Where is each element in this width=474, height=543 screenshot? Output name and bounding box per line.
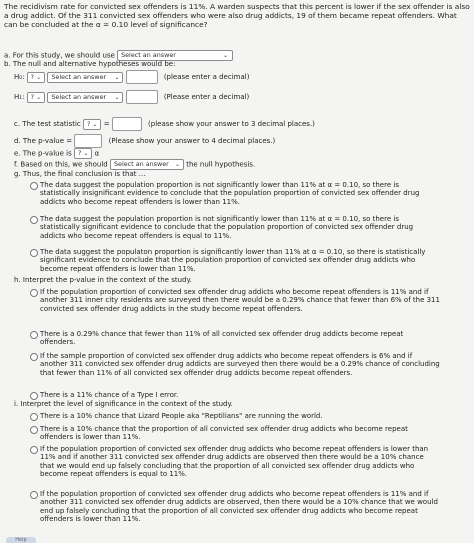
h1-row [14, 90, 249, 104]
pvalue-interpretation-option-2[interactable]: There is a 0.29% chance that fewer than 11% of all convicted sex offender drug addicts become repeat offenders. [40, 330, 440, 347]
chevron-down-icon: ⌄ [83, 150, 89, 157]
part-c-row [14, 117, 315, 131]
part-f-row [14, 159, 255, 170]
part-e-row [14, 148, 99, 159]
alpha-symbol: α [94, 149, 100, 158]
h0-label: H₀: [14, 73, 25, 81]
p-value-input[interactable] [74, 134, 102, 148]
chevron-down-icon: ⌄ [114, 93, 120, 101]
part-f-suffix: the null hypothesis. [186, 160, 256, 169]
chevron-down-icon: ⌄ [36, 93, 42, 101]
h0-row [14, 70, 249, 84]
h1-operator-select[interactable]: Select an answer ⌄ [47, 92, 123, 103]
part-d-row [14, 134, 275, 148]
chevron-down-icon: ⌄ [92, 120, 98, 128]
part-g-label: g. Thus, the final conclusion is that ... [14, 170, 146, 178]
radio-button[interactable] [30, 446, 38, 454]
problem-statement: The recidivism rate for convicted sex offenders is 11%. A warden suspects that this percent is lower if the sex offender is also a drug addict. Of the 311 convicted sex offenders who were also drug addicts, 19 of them became repeat offenders. What can be concluded at the α = 0.10 level of significance? [4, 2, 470, 29]
radio-button[interactable] [30, 392, 38, 400]
h1-label: H₁: [14, 93, 25, 101]
chevron-down-icon: ⌄ [223, 52, 229, 59]
h0-operator-select[interactable]: Select an answer ⌄ [47, 72, 123, 83]
significance-interpretation-option-1[interactable]: There is a 10% chance that Lizard People aka "Reptilians" are running the world. [40, 412, 440, 420]
p-value-compare-select[interactable]: ? ⌄ [74, 148, 92, 159]
radio-button[interactable] [30, 249, 38, 257]
pvalue-interpretation-option-3[interactable]: If the sample proportion of convicted sex offender drug addicts who become repeat offenders is 6% and if another 311 convicted sex offender drug addicts are surveyed then there would be a 0.29% chance of concluding that fewer than 11% of all convicted sex offender drug addicts become repeat offenders. [40, 352, 440, 377]
radio-button[interactable] [30, 491, 38, 499]
pvalue-interpretation-option-1[interactable]: If the population proportion of convicted sex offender drug addicts who become repeat offenders is 11% and if another 311 inner city residents are surveyed then there would be a 0.29% chance that fewer than 6% of the 311 convicted sex offender drug addicts in the study become repeat offenders. [40, 288, 440, 313]
chevron-down-icon: ⌄ [174, 161, 180, 168]
radio-button[interactable] [30, 353, 38, 361]
h0-hint: (please enter a decimal) [163, 73, 250, 81]
h1-value-input[interactable] [126, 90, 158, 104]
part-f-label: f. Based on this, we should [14, 160, 108, 169]
h0-value-input[interactable] [126, 70, 158, 84]
radio-button[interactable] [30, 289, 38, 297]
h0-parameter-select[interactable]: ? ⌄ [27, 72, 45, 83]
conclusion-option-2[interactable]: The data suggest the population proportion is not significantly lower than 11% at α = 0.10, so there is statistically significant evidence to conclude that the population proportion of convicted sex offender drug addicts who become repeat offenders is equal to 11%. [40, 215, 440, 240]
part-e-label: e. The p-value is [14, 149, 72, 158]
test-statistic-select[interactable]: ? ⌄ [83, 119, 101, 130]
chevron-down-icon: ⌄ [114, 73, 120, 81]
part-b-label: b. The null and alternative hypotheses would be: [4, 60, 176, 68]
part-i-label: i. Interpret the level of significance in the context of the study. [14, 400, 233, 408]
equals-sign: = [103, 120, 110, 128]
part-c-hint: (please show your answer to 3 decimal places.) [148, 120, 315, 128]
pvalue-interpretation-option-4[interactable]: There is a 11% chance of a Type I error. [40, 391, 440, 399]
part-c-label: c. The test statistic [14, 120, 81, 128]
decision-select[interactable]: Select an answer ⌄ [110, 159, 184, 170]
conclusion-option-3[interactable]: The data suggest the populaton proportion is significantly lower than 11% at α = 0.10, so there is statistically significant evidence to conclude that the population proportion of convicted sex offender drug addicts who become repeat offenders is lower than 11%. [40, 248, 440, 273]
significance-interpretation-option-3[interactable]: If the population proportion of convicted sex offender drug addicts who become repeat offenders is lower than 11% and if another 311 convicted sex offender drug addicts are observed then there would be a 10% chance that we would end up falsely concluding that the proportion of all convicted sex offender drug addicts who become repeat offenders is equal to 11%. [40, 445, 440, 479]
radio-button[interactable] [30, 331, 38, 339]
significance-interpretation-option-4[interactable]: If the population proportion of convicted sex offender drug addicts who become repeat offenders is 11% and if another 311 convicted sex offender drug addicts are observed, then there would be a 10% chance that we would end up falsely concluding that the proportion of all convicted sex offender drug addicts who become repeat offenders is lower than 11%. [40, 490, 440, 524]
radio-button[interactable] [30, 182, 38, 190]
h1-parameter-select[interactable]: ? ⌄ [27, 92, 45, 103]
significance-interpretation-option-2[interactable]: There is a 10% chance that the proportion of all convicted sex offender drug addicts who become repeat offenders is lower than 11%. [40, 425, 440, 442]
part-d-label: d. The p-value = [14, 137, 73, 145]
part-d-hint: (Please show your answer to 4 decimal places.) [108, 137, 276, 145]
conclusion-option-1[interactable]: The data suggest the population proportion is not significantly lower than 11% at α = 0.10, so there is statistically insignificant evidence to conclude that the population proportion of convicted sex offender drug addicts who become repeat offenders is lower than 11%. [40, 181, 440, 206]
part-a-label: a. For this study, we should use [4, 51, 115, 60]
radio-button[interactable] [30, 426, 38, 434]
h1-hint: (Please enter a decimal) [163, 93, 250, 101]
test-type-select[interactable]: Select an answer ⌄ [117, 50, 233, 61]
help-tab[interactable]: Help [6, 537, 36, 543]
test-statistic-input[interactable] [112, 117, 142, 131]
radio-button[interactable] [30, 413, 38, 421]
part-h-label: h. Interpret the p-value in the context of the study. [14, 276, 192, 284]
radio-button[interactable] [30, 216, 38, 224]
chevron-down-icon: ⌄ [36, 73, 42, 81]
